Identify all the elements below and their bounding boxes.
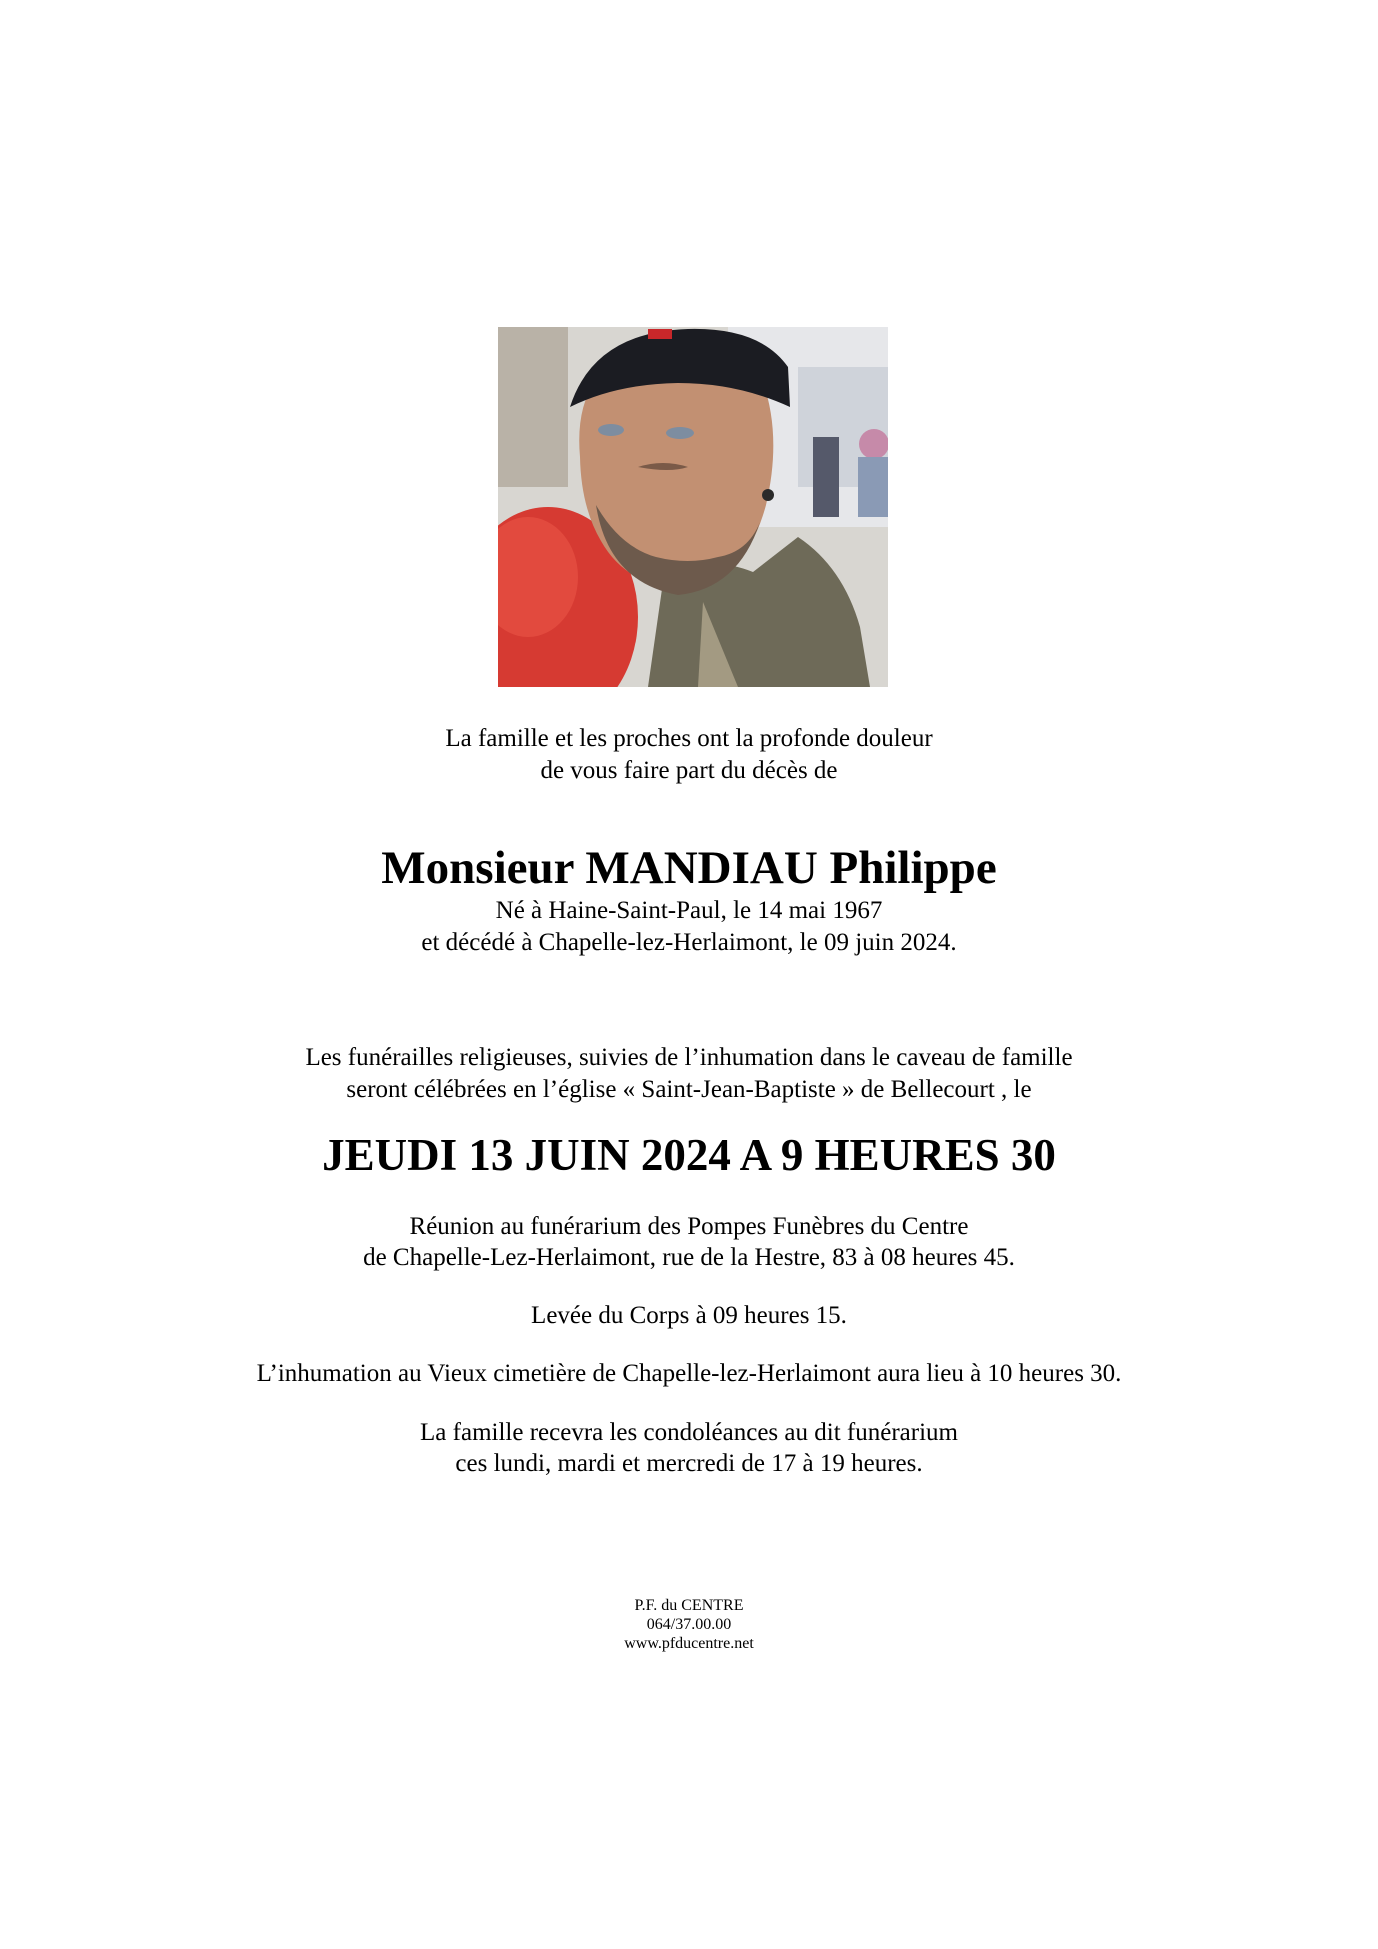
footer-company: P.F. du CENTRE: [634, 1597, 744, 1614]
footer-phone: 064/37.00.00: [646, 1616, 732, 1633]
birth-info: Né à Haine-Saint-Paul, le 14 mai 1967: [495, 897, 883, 924]
funeral-info-line-1: Les funérailles religieuses, suivies de l’inhumation dans le caveau de famille: [305, 1044, 1073, 1071]
death-info: et décédé à Chapelle-lez-Herlaimont, le 09 juin 2024.: [421, 929, 957, 956]
portrait-photo: [498, 327, 888, 687]
inhumation-info: L’inhumation au Vieux cimetière de Chapelle-lez-Herlaimont aura lieu à 10 heures 30.: [256, 1360, 1122, 1387]
condolences-line-2: ces lundi, mardi et mercredi de 17 à 19 heures.: [455, 1450, 923, 1477]
intro-line-1: La famille et les proches ont la profonde douleur: [445, 725, 933, 752]
reunion-info-line-1: Réunion au funérarium des Pompes Funèbres du Centre: [409, 1213, 969, 1240]
ceremony-datetime: JEUDI 13 JUIN 2024 A 9 HEURES 30: [322, 1130, 1056, 1180]
funeral-info-line-2: seront célébrées en l’église « Saint-Jean-Baptiste » de Bellecourt , le: [346, 1076, 1032, 1103]
footer-website[interactable]: www.pfducentre.net: [624, 1635, 754, 1652]
deceased-name: Monsieur MANDIAU Philippe: [381, 842, 997, 894]
condolences-line-1: La famille recevra les condoléances au dit funérarium: [420, 1419, 958, 1446]
reunion-info-line-2: de Chapelle-Lez-Herlaimont, rue de la Hestre, 83 à 08 heures 45.: [363, 1244, 1015, 1271]
intro-line-2: de vous faire part du décès de: [540, 757, 838, 784]
levee-du-corps: Levée du Corps à 09 heures 15.: [531, 1302, 847, 1329]
